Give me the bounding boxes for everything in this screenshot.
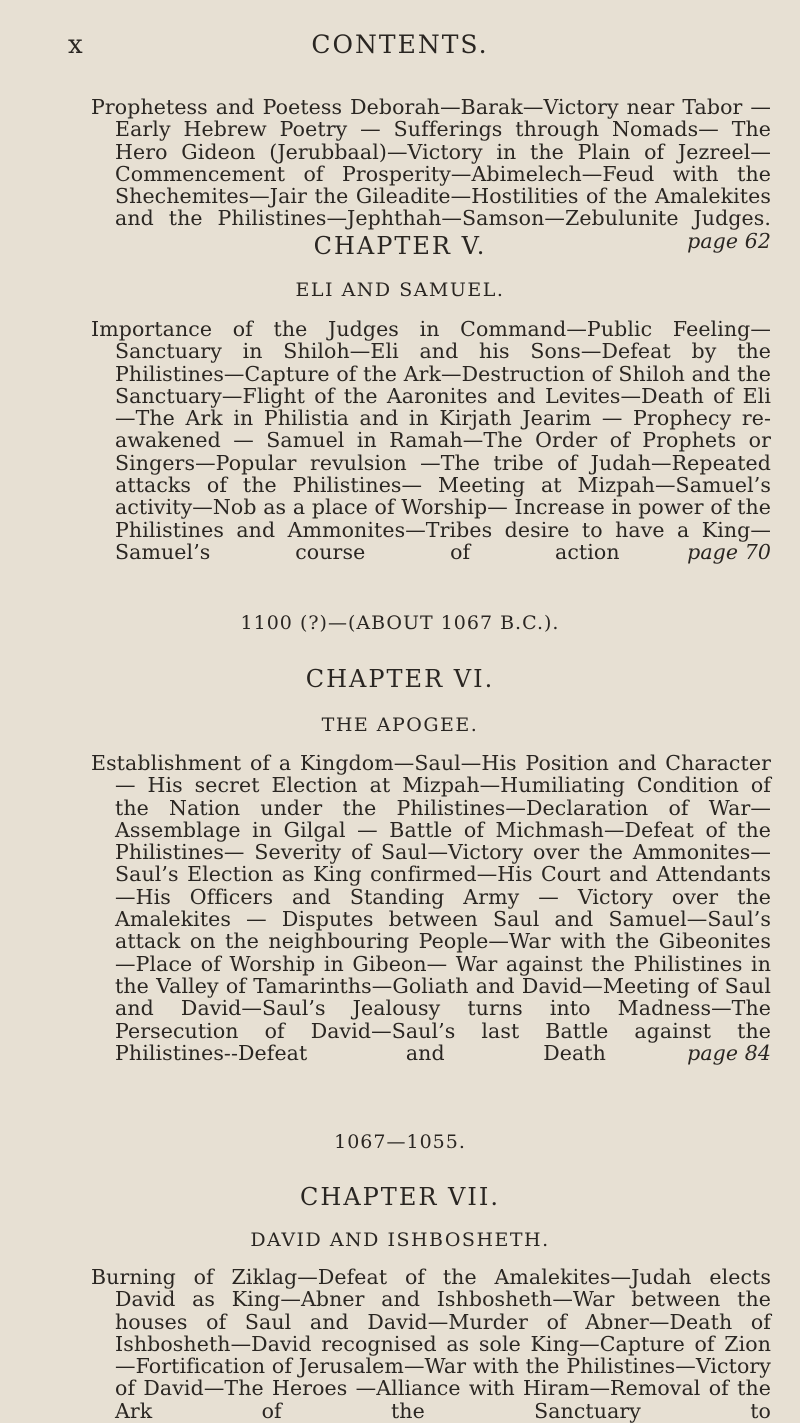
- page-reference: page 70: [687, 539, 771, 564]
- running-head: [0, 30, 800, 70]
- chapter-date: 1067—1055.: [334, 1131, 466, 1153]
- entry-text: Burning of Ziklag—Defeat of the Amalekites—Judah elects David as King—Abner and Ishbosheth—War between the houses of Saul and David—Murder of Abner—Death of Ishbosheth—David recognised as sole King—Capture of Zion—Fortification of Jerusalem—War with the Philistines—Victory of David—The Heroes —Alliance with Hiram—Removal of the Ark of the Sanctuary to: [91, 1265, 771, 1423]
- contents-entry-continuation: [91, 96, 771, 252]
- running-head-title: CONTENTS.: [311, 30, 489, 59]
- contents-entry: [91, 1266, 771, 1422]
- contents-entry: [91, 752, 771, 1064]
- entry-text: Importance of the Judges in Command—Public Feeling—Sanctuary in Shiloh—Eli and his Sons—Defeat by the Philistines—Capture of the Ark—Destruction of Shiloh and the Sanctuary—Flight of the Aaronites and Levites—Death of Eli—The Ark in Philistia and in Kirjath Jearim — Prophecy re-awakened — Samuel in Ramah—The Order of Prophets or Singers—Popular revulsion —The tribe of Judah—Repeated attacks of the Philistines— Meeting at Mizpah—Samuel’s activity—Nob as a place of Worship— Increase in power of the Philistines and Ammonites—Tribes desire to have a King—Samuel’s course of action .: [91, 317, 771, 564]
- entry-text: Prophetess and Poetess Deborah—Barak—Victory near Tabor —Early Hebrew Poetry — Sufferings through Nomads— The Hero Gideon (Jerubbaal)—Victory in the Plain of Jezreel—Commencement of Prosperity—Abimelech—Feud with the Shechemites—Jair the Gileadite—Hostilities of the Amalekites and the Philistines—Jephthah—Samson—Zebulunite Judges.: [91, 95, 771, 231]
- chapter-title: CHAPTER VI.: [305, 665, 495, 693]
- contents-entry: [91, 318, 771, 563]
- chapter-subtitle: THE APOGEE.: [321, 714, 479, 736]
- page-reference: page 62: [687, 228, 771, 253]
- page-reference: page 84: [687, 1040, 771, 1065]
- folio-number: x: [68, 30, 84, 60]
- chapter-subtitle: ELI AND SAMUEL.: [295, 279, 505, 301]
- entry-text: Establishment of a Kingdom—Saul—His Position and Character— His secret Election at Mizpah—Humiliating Condition of the Nation under the Philistines—Declaration of War—Assemblage in Gilgal — Battle of Michmash—Defeat of the Philistines— Severity of Saul—Victory over the Ammonites—Saul’s Election as King confirmed—His Court and Attendants—His Officers and Standing Army — Victory over the Amalekites — Disputes between Saul and Samuel—Saul’s attack on the neighbouring People—War with the Gibeonites—Place of Worship in Gibeon— War against the Philistines in the Valley of Tamarinths—Goliath and David—Meeting of Saul and David—Saul’s Jealousy turns into Madness—The Persecution of David—Saul’s last Battle against the Philistines--Defeat and Death .: [91, 751, 771, 1065]
- chapter-date: 1100 (?)—(ABOUT 1067 B.C.).: [240, 612, 560, 634]
- chapter-subtitle: DAVID AND ISHBOSHETH.: [250, 1229, 550, 1251]
- chapter-title: CHAPTER VII.: [300, 1183, 500, 1211]
- chapter-title: CHAPTER V.: [313, 232, 487, 260]
